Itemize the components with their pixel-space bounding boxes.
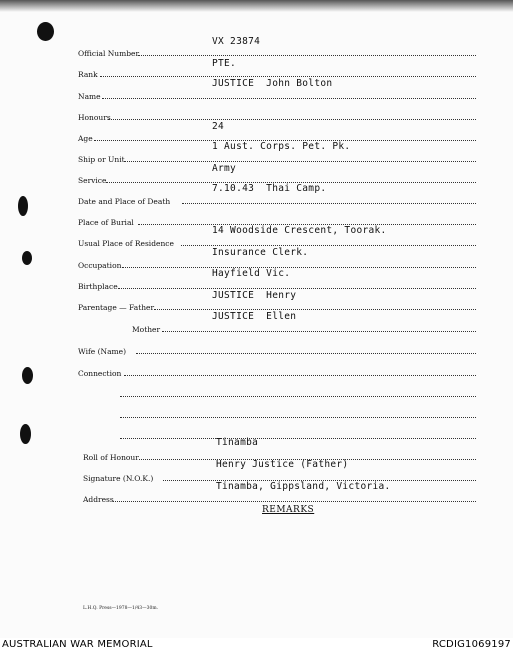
field-label: Mother: [132, 325, 161, 334]
field-wife: [78, 340, 476, 356]
field-label: Wife (Name): [78, 347, 127, 356]
field-label: Connection: [78, 369, 122, 378]
field-label: Honours: [78, 113, 111, 122]
field-label: Signature (N.O.K.): [83, 474, 154, 483]
field-label: Birthplace: [78, 282, 118, 291]
field-official-number: [78, 42, 476, 58]
connection-line-2: [120, 383, 476, 399]
field-value: Hayfield Vic.: [212, 268, 291, 279]
field-value: 14 Woodside Crescent, Toorak.: [212, 225, 387, 236]
footer-bar: [0, 638, 513, 654]
field-value: Army: [212, 163, 237, 174]
field-connection: [78, 362, 476, 378]
field-value: JUSTICE John Bolton: [212, 78, 333, 89]
punch-hole-low-1: [22, 367, 33, 384]
field-value: Tinamba, Gippsland, Victoria.: [216, 481, 391, 492]
field-value: Tinamba: [216, 437, 259, 448]
field-value: 24: [212, 121, 225, 132]
connection-line-3: [120, 404, 476, 420]
field-label: Place of Burial: [78, 218, 134, 227]
field-value: Insurance Clerk.: [212, 247, 309, 258]
remarks-heading: REMARKS: [262, 505, 315, 515]
field-label: Usual Place of Residence: [78, 239, 174, 248]
field-label: Name: [78, 92, 101, 101]
punch-hole-top: [37, 22, 54, 41]
connection-line-4: [120, 425, 476, 441]
field-value: JUSTICE Henry: [212, 290, 297, 301]
field-label: Address: [83, 495, 114, 504]
field-label: Date and Place of Death: [78, 197, 171, 206]
field-value: PTE.: [212, 58, 237, 69]
field-label: Occupation: [78, 261, 122, 270]
field-value: 1 Aust. Corps. Pet. Pk.: [212, 141, 351, 152]
field-label: Roll of Honour: [83, 453, 139, 462]
punch-hole-mid-1: [18, 196, 28, 216]
field-label: Age: [78, 134, 93, 143]
field-value: JUSTICE Ellen: [212, 311, 297, 322]
field-label: Rank: [78, 70, 98, 79]
punch-hole-mid-2: [22, 251, 32, 265]
field-label: Parentage — Father: [78, 303, 155, 312]
field-label: Service: [78, 176, 107, 185]
scan-edge: [0, 0, 513, 12]
punch-hole-low-2: [20, 424, 31, 444]
field-rank: [78, 63, 476, 79]
field-honours: [78, 106, 476, 122]
printer-imprint: L.H.Q. Press—1978—1/43—30m.: [83, 606, 159, 611]
field-label: Official Number: [78, 49, 140, 58]
footer-record-id: RCDIG1069197: [432, 639, 511, 650]
field-label: Ship or Unit: [78, 155, 125, 164]
footer-institution: AUSTRALIAN WAR MEMORIAL: [2, 639, 153, 650]
field-value: Henry Justice (Father): [216, 459, 349, 470]
field-value: VX 23874: [212, 36, 261, 47]
field-value: 7.10.43 Thai Camp.: [212, 183, 327, 194]
